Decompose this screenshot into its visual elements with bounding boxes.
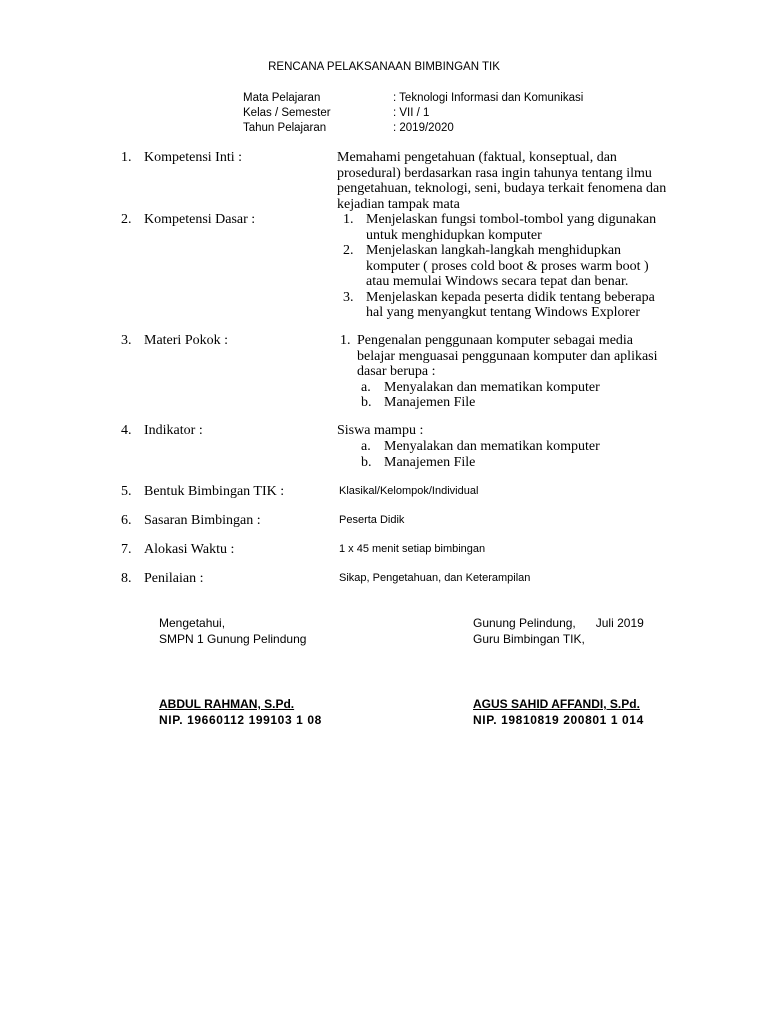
sig-left-nip: NIP. 19660112 199103 1 08 [159,713,322,727]
item-label: Materi Pokok : [144,333,228,348]
ind-intro: Siswa mampu : [337,423,424,438]
document-title: RENCANA PELAKSANAAN BIMBINGAN TIK [268,61,500,73]
item-value: Peserta Didik [339,514,405,526]
item-number: 6. [121,513,132,528]
kd-line: komputer ( proses cold boot & proses warm boot ) [366,258,649,274]
mp-line: Pengenalan penggunaan komputer sebagai media [357,333,634,348]
item-label: Kompetensi Inti : [144,150,242,165]
item-label: Sasaran Bimbingan : [144,513,261,528]
kd-line: untuk menghidupkan komputer [366,227,542,243]
header-value-year: : 2019/2020 [393,122,454,134]
header-value-class: : VII / 1 [393,107,430,119]
item-number: 4. [121,423,132,438]
ind-sub-item: Manajemen File [384,455,476,470]
item-number: 2. [121,212,132,227]
mp-line: belajar menguasai penggunaan komputer dan aplikasi [357,348,658,364]
ki-line: Memahami pengetahuan (faktual, konseptual, dan [337,150,617,165]
kd-line: Menjelaskan fungsi tombol-tombol yang digunakan [366,212,657,227]
sig-left-line1: Mengetahui, [159,616,226,630]
ki-line: prosedural) berdasarkan rasa ingin tahunya tentang ilmu [337,165,652,181]
mp-line: dasar berupa : [357,364,436,379]
header-value-subject: : Teknologi Informasi dan Komunikasi [393,92,584,104]
sig-right-line2: Guru Bimbingan TIK, [473,632,585,646]
sig-right-nip: NIP. 19810819 200801 1 014 [473,713,644,727]
list-number: 1. [343,212,354,227]
item-label: Bentuk Bimbingan TIK : [144,484,285,499]
kd-line: Menjelaskan langkah-langkah menghidupkan [366,243,622,258]
sig-left-name: ABDUL RAHMAN, S.Pd. [159,697,295,711]
kd-line: atau memulai Windows secara tepat dan benar. [366,274,629,289]
list-number: 1. [340,333,351,348]
item-number: 1. [121,150,132,165]
item-label: Indikator : [144,423,203,438]
list-number: 3. [343,289,354,305]
item-label: Penilaian : [144,571,204,586]
item-number: 7. [121,542,132,557]
sub-letter: a. [361,379,371,395]
header-label-year: Tahun Pelajaran [243,122,327,134]
ind-sub-item: Menyalakan dan mematikan komputer [384,439,600,454]
sig-right-name: AGUS SAHID AFFANDI, S.Pd. [473,697,640,711]
sub-letter: a. [361,439,371,454]
header-label-subject: Mata Pelajaran [243,92,321,104]
list-number: 2. [343,243,354,258]
item-value: Sikap, Pengetahuan, dan Keterampilan [339,572,531,584]
item-number: 8. [121,571,132,586]
ki-line: pengetahuan, teknologi, seni, budaya terkait fenomena dan [337,181,667,196]
item-value: 1 x 45 menit setiap bimbingan [339,543,486,555]
header-label-class: Kelas / Semester [243,107,331,119]
item-number: 3. [121,333,132,348]
item-label: Kompetensi Dasar : [144,212,256,227]
ki-line: kejadian tampak mata [337,196,460,212]
kd-line: Menjelaskan kepada peserta didik tentang beberapa [366,289,655,305]
mp-sub-item: Menyalakan dan mematikan komputer [384,379,600,395]
item-value: Klasikal/Kelompok/Individual [339,485,479,497]
item-number: 5. [121,484,132,499]
sub-letter: b. [361,455,372,470]
sig-left-line2: SMPN 1 Gunung Pelindung [159,632,307,646]
item-label: Alokasi Waktu : [144,542,235,557]
kd-line: hal yang menyangkut tentang Windows Explorer [366,305,641,320]
sig-right-line1: Gunung Pelindung, Juli 2019 [473,616,644,630]
mp-sub-item: Manajemen File [384,395,476,410]
sub-letter: b. [361,395,372,410]
